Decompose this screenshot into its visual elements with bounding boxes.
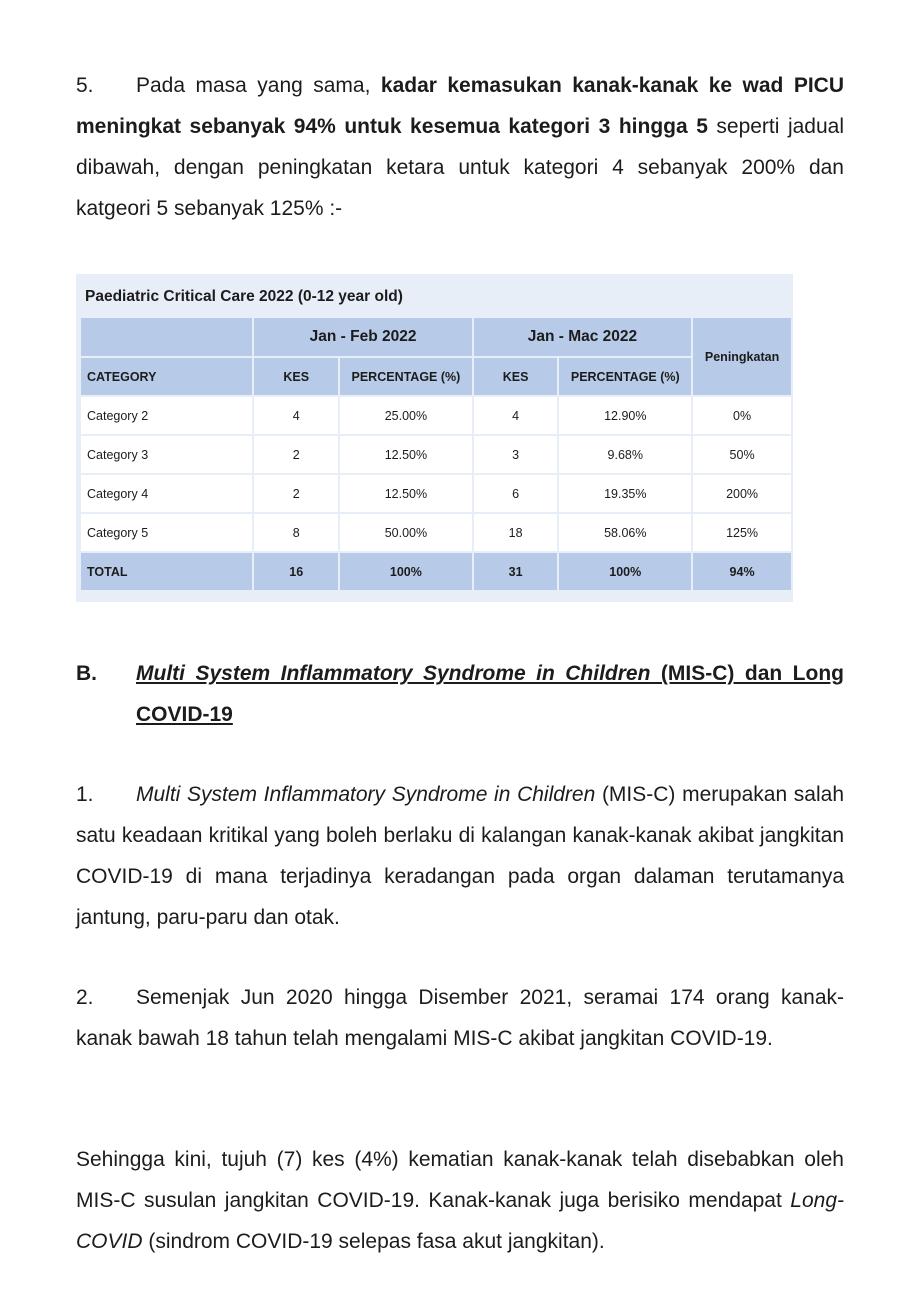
header-percentage-1: PERCENTAGE (%) (339, 357, 473, 396)
table-row (80, 513, 792, 552)
section-title-italic: Multi System Inflammatory Syndrome in Children (136, 662, 651, 685)
cell-peningkatan: 50% (692, 435, 792, 474)
cell-category: TOTAL (80, 552, 253, 591)
cell-peningkatan: 0% (692, 396, 792, 435)
cell-percentage-1: 100% (339, 552, 473, 591)
cell-percentage-2: 9.68% (558, 435, 692, 474)
cell-peningkatan: 125% (692, 513, 792, 552)
section-letter: B. (76, 662, 97, 685)
cell-kes-2: 4 (473, 396, 559, 435)
header-group-jan-mac: Jan - Mac 2022 (473, 317, 692, 357)
cell-kes-1: 2 (253, 474, 339, 513)
cell-percentage-2: 19.35% (558, 474, 692, 513)
header-group-jan-feb: Jan - Feb 2022 (253, 317, 472, 357)
paediatric-critical-care-table-panel (76, 274, 793, 602)
cell-category: Category 2 (80, 396, 253, 435)
cell-percentage-1: 12.50% (339, 435, 473, 474)
table-total-row (80, 552, 792, 591)
header-kes-1: KES (253, 357, 339, 396)
cell-category: Category 5 (80, 513, 253, 552)
table-row (80, 435, 792, 474)
cell-percentage-1: 25.00% (339, 396, 473, 435)
paragraph-text: seperti jadual dibawah, dengan peningkatan ketara untuk kategori 4 sebanyak 200% dan katgeori 5 sebanyak 125% :- (76, 115, 844, 220)
header-peningkatan: Peningkatan (692, 317, 792, 396)
paragraph-number: 1. (76, 783, 94, 806)
paragraph-1 (76, 774, 844, 938)
cell-percentage-1: 50.00% (339, 513, 473, 552)
table-row (80, 474, 792, 513)
table-title: Paediatric Critical Care 2022 (0-12 year old) (85, 288, 403, 305)
paragraph-3 (76, 1139, 844, 1262)
paragraph-number: 2. (76, 986, 94, 1009)
cell-kes-1: 8 (253, 513, 339, 552)
paragraph-number: 5. (76, 74, 94, 97)
section-title (136, 653, 844, 735)
section-title-rest: (MIS-C) dan Long COVID-19 (136, 662, 844, 726)
cell-peningkatan: 94% (692, 552, 792, 591)
cell-kes-2: 6 (473, 474, 559, 513)
cell-percentage-1: 12.50% (339, 474, 473, 513)
paragraph-text: Pada masa yang sama, (136, 74, 381, 97)
cell-kes-2: 18 (473, 513, 559, 552)
paragraph-2 (76, 977, 844, 1059)
paragraph-text: (sindrom COVID-19 selepas fasa akut jangkitan). (142, 1230, 605, 1253)
table-row (80, 396, 792, 435)
cell-peningkatan: 200% (692, 474, 792, 513)
paediatric-critical-care-table (79, 316, 793, 592)
paragraph-italic-text: Multi System Inflammatory Syndrome in Children (136, 783, 596, 806)
paragraph-5 (76, 65, 844, 229)
cell-kes-1: 4 (253, 396, 339, 435)
header-category: CATEGORY (80, 357, 253, 396)
cell-percentage-2: 58.06% (558, 513, 692, 552)
cell-kes-2: 31 (473, 552, 559, 591)
cell-percentage-2: 100% (558, 552, 692, 591)
cell-kes-2: 3 (473, 435, 559, 474)
cell-kes-1: 2 (253, 435, 339, 474)
header-kes-2: KES (473, 357, 559, 396)
paragraph-text: Semenjak Jun 2020 hingga Disember 2021, seramai 174 orang kanak-kanak bawah 18 tahun telah mengalami MIS-C akibat jangkitan COVID-19. (76, 986, 844, 1050)
cell-category: Category 4 (80, 474, 253, 513)
paragraph-text: Sehingga kini, tujuh (7) kes (4%) kematian kanak-kanak telah disebabkan oleh MIS-C susulan jangkitan COVID-19. Kanak-kanak juga berisiko mendapat (76, 1148, 844, 1212)
cell-category: Category 3 (80, 435, 253, 474)
cell-percentage-2: 12.90% (558, 396, 692, 435)
paragraph-italic-text: Long-COVID (76, 1189, 844, 1253)
paragraph-text: (MIS-C) merupakan salah satu keadaan kritikal yang boleh berlaku di kalangan kanak-kanak akibat jangkitan COVID-19 di mana terjadinya keradangan pada organ dalaman terutamanya jantung, paru-paru dan otak. (76, 783, 845, 929)
header-blank-cell (80, 317, 253, 357)
paragraph-bold-text: kadar kemasukan kanak-kanak ke wad PICU meningkat sebanyak 94% untuk kesemua kategori 3 hingga 5 (76, 74, 844, 138)
header-percentage-2: PERCENTAGE (%) (558, 357, 692, 396)
cell-kes-1: 16 (253, 552, 339, 591)
